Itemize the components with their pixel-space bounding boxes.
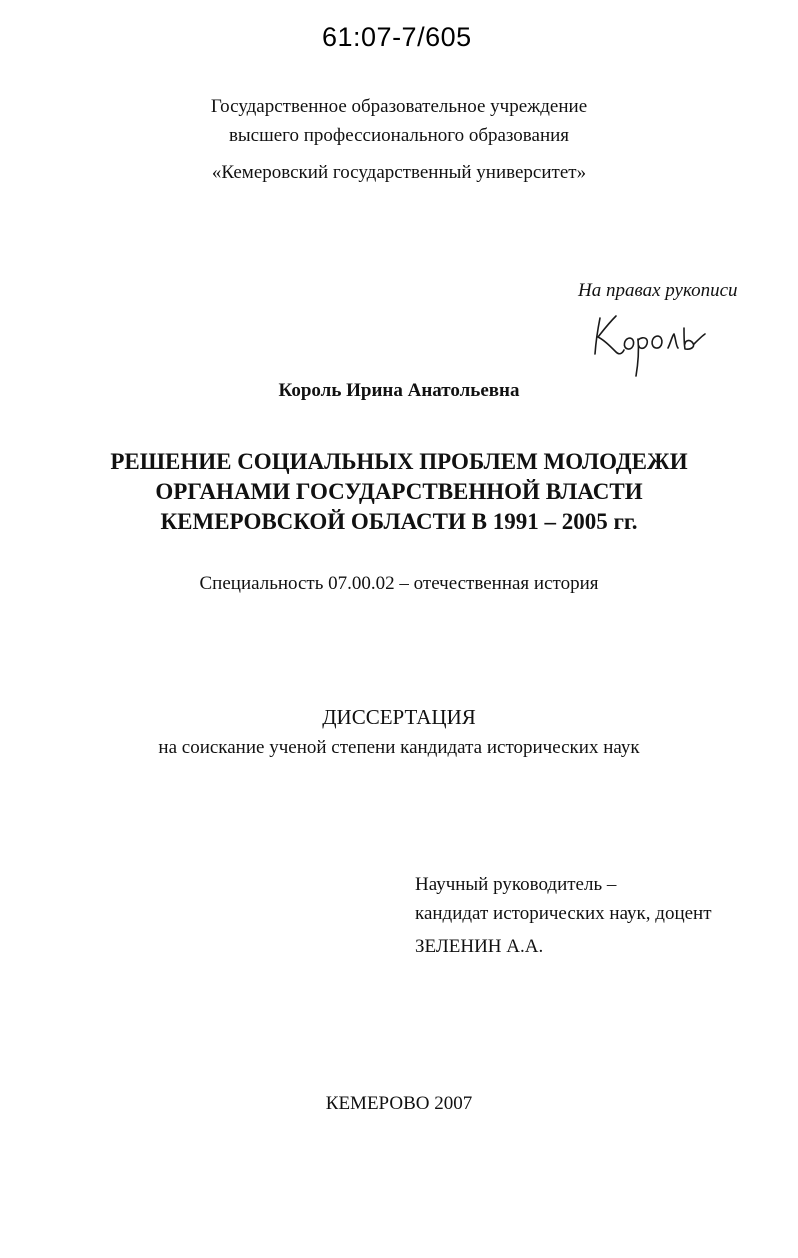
- document-type: ДИССЕРТАЦИЯ: [322, 705, 476, 729]
- title-line-2: ОРГАНАМИ ГОСУДАРСТВЕННОЙ ВЛАСТИ: [155, 479, 643, 504]
- institution-line-2: высшего профессионального образования: [228, 125, 570, 146]
- dissertation-title: [0, 447, 798, 537]
- title-line-3: КЕМЕРОВСКОЙ ОБЛАСТИ В 1991 – 2005 гг.: [160, 509, 638, 534]
- supervisor-name: ЗЕЛЕНИН А.А.: [415, 936, 544, 957]
- institution-header: [0, 92, 798, 187]
- manuscript-note: На правах рукописи: [578, 280, 738, 301]
- degree-sought: на соискание ученой степени кандидата исторических наук: [158, 737, 640, 758]
- author-name: Король Ирина Анатольевна: [278, 380, 520, 401]
- handwritten-signature: [586, 306, 716, 378]
- catalog-code: 61:07-7/605: [322, 22, 472, 52]
- supervisor-block: [415, 870, 712, 961]
- supervisor-credentials: кандидат исторических наук, доцент: [415, 903, 712, 924]
- title-line-1: РЕШЕНИЕ СОЦИАЛЬНЫХ ПРОБЛЕМ МОЛОДЕЖИ: [110, 449, 688, 474]
- university-name: «Кемеровский государственный университет»: [211, 162, 587, 183]
- institution-line-1: Государственное образовательное учреждение: [210, 96, 588, 117]
- city-year: КЕМЕРОВО 2007: [325, 1093, 473, 1114]
- supervisor-role: Научный руководитель –: [415, 874, 617, 895]
- specialty: Специальность 07.00.02 – отечественная история: [199, 573, 599, 594]
